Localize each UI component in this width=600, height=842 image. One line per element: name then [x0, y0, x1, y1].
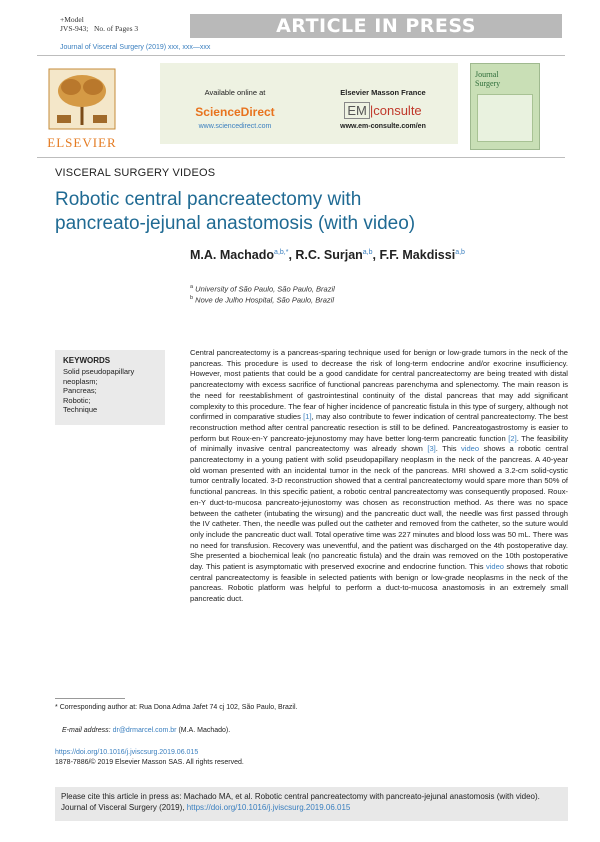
- author-separator: ,: [372, 248, 380, 262]
- cover-image: [477, 94, 533, 142]
- keyword-item: Pancreas;: [63, 386, 97, 395]
- em-consulte-url[interactable]: www.em-consulte.com/en: [340, 123, 426, 130]
- video-link[interactable]: video: [485, 562, 504, 572]
- abstract-p4: . This: [435, 444, 462, 454]
- affiliation-sup: a: [190, 284, 194, 290]
- banner-divider: [37, 157, 565, 158]
- corresponding-text: Corresponding author at: Rua Dona Adma Jafet 74 cj 102, São Paulo, Brazil.: [59, 704, 298, 711]
- keyword-item: neoplasm;: [63, 376, 98, 386]
- section-label: VISCERAL SURGERY VIDEOS: [55, 167, 216, 179]
- copyright-line: 1878-7886/© 2019 Elsevier Masson SAS. All rights reserved.: [55, 759, 244, 766]
- abstract-text: [190, 348, 568, 605]
- em-logo-em: EM: [344, 102, 370, 119]
- email-line: [62, 726, 230, 735]
- title-line-1: Robotic central pancreatectomy with: [55, 189, 362, 210]
- footnote-rule: [55, 698, 125, 699]
- title-line-2: pancreato-jejunal anastomosis (with video): [55, 213, 416, 234]
- affiliation: [190, 284, 335, 294]
- publisher-banner: [160, 63, 458, 144]
- corresponding-author-note: [55, 703, 305, 712]
- abstract-p3: . The feasibility of minimally invasive central pancreatectomy was already shown: [190, 433, 568, 454]
- author-affil-sup[interactable]: a,b: [455, 248, 465, 256]
- elsevier-tree-icon: [37, 63, 127, 135]
- model-tag: +Model: [60, 15, 84, 24]
- keywords-heading: KEYWORDS: [63, 356, 111, 365]
- article-title: [55, 188, 575, 236]
- affiliation-sup: b: [190, 295, 194, 301]
- footnote-star: *: [55, 704, 58, 711]
- cover-title: [475, 70, 500, 88]
- sciencedirect-url[interactable]: www.sciencedirect.com: [198, 123, 272, 130]
- abstract-p2: , may also contribute to fewer indication of central pancreatectomy. The best reconstruction method after central pancreatic resection is still to be defined. Pancreatogastrostomy is easier to perform but Roux-en-Y pancreato-jejunostomy may have better long-term pancreatic function: [190, 412, 568, 443]
- reference-link[interactable]: [1]: [303, 412, 312, 422]
- sciencedirect-logo[interactable]: ScienceDirect: [195, 105, 275, 119]
- abstract-p1: Central pancreatectomy is a pancreas-sparing technique used for benign or low-grade tumors in the neck of the pancreas. This procedure is used to decrease the risk of long-term endocrine and/or exocrine insufficiency. However, most patients that could be a good candidate for central pancreatectomy are being treated with distal pancreatectomy with excess sacrifice of functional pancreas parenchyma and splenectomy. The main reason is the need for reestablishment of gastrointestinal continuity of the distal pancreas that may add significant complexity to this procedure. The fear of higher incidence of pancreatic fistula in this type of surgery, although not confirmed in comparative studies: [190, 348, 568, 422]
- affiliation-text: University of São Paulo, São Paulo, Brazil: [195, 284, 335, 294]
- citation-doi-link[interactable]: https://doi.org/10.1016/j.jviscsurg.2019.06.015: [186, 802, 351, 812]
- author-name[interactable]: R.C. Surjan: [295, 248, 363, 262]
- doi-link[interactable]: https://doi.org/10.1016/j.jviscsurg.2019.06.015: [55, 749, 199, 756]
- reference-link[interactable]: [2]: [508, 433, 517, 443]
- author-separator: ,: [288, 248, 296, 262]
- doi-line: [55, 748, 198, 757]
- elsevier-wordmark: ELSEVIER: [47, 135, 117, 150]
- author-name[interactable]: F.F. Makdissi: [379, 248, 456, 262]
- journal-cover[interactable]: [470, 63, 540, 150]
- publisher-name: Elsevier Masson France: [340, 88, 426, 97]
- keyword-item: Solid pseudopapillary: [63, 367, 135, 376]
- email-suffix: (M.A. Machado).: [178, 727, 231, 734]
- citation-text: Please cite this article in press as: Machado MA, et al. Robotic central pancreatectomy with pancreato-jejunal anastomosis (with video). Journal of Visceral Surgery (2019),: [61, 792, 540, 812]
- video-link[interactable]: video: [461, 444, 480, 454]
- em-logo-consulte: consulte: [373, 103, 422, 118]
- abstract-p6: shows that robotic central pancreatectomy is feasible in selected patients with benign or low-grade neoplasms in the neck of the pancreas. Robotic platform was helpful to perform a duct-to-mucosa anastomosis in an extremely small pancreatic duct.: [190, 562, 569, 604]
- keywords-box: [55, 350, 165, 425]
- author-list: [190, 248, 465, 262]
- abstract-p5: shows a robotic central pancreatectomy in a young patient with solid pseudopapillary neoplasm in the neck of the pancreas. A 40-year old woman presented with an incidental tumor in the neck of the pancreas. MRI showed a 3.2-cm solid-cystic tumor centrally located. 3-D reconstruction showed that a central pancreatectomy would spare more than 50% of functional pancreas. In this specific patient, a robotic central pancreatectomy was consequently proposed. Roux-en-Y duct-to-mucosa pancreato-jejunostomy was chosen as reconstruction method. As there was no space between the catheter (intubating the wirsung) and the pancreatic duct wall, the needle was first passed through the IV catheter. Then, the needle was pulled out the catheter and removed from the catheter, so the suture would only include the pancreatic duct wall. Total operative time was 227 minutes and blood loss was 50 mL. There was no need for transfusion. Recovery was uneventful, and the patient was discharged on the 4th postoperative day. She presented a biochemical leak (no pancreatic fistula) and the drain was removed on the 10th postoperative day. This patient is asymptomatic with preserved exocrine and endocrine function. This: [190, 444, 568, 572]
- author-name[interactable]: M.A. Machado: [190, 248, 275, 262]
- doc-meta: [60, 24, 138, 33]
- em-logo-pipe: |: [369, 103, 374, 118]
- author-affil-sup[interactable]: a,b: [362, 248, 373, 256]
- article-in-press-banner: ARTICLE IN PRESS: [190, 14, 562, 38]
- cover-title-line2: Surgery: [475, 79, 501, 88]
- reference-link[interactable]: [3]: [427, 444, 436, 454]
- author-affil-sup[interactable]: a,b,*: [274, 248, 289, 256]
- cover-title-line1: Journal: [475, 70, 499, 79]
- doc-id: JVS-943;: [60, 24, 89, 33]
- header-divider: [37, 55, 565, 56]
- available-online-label: Available online at: [204, 88, 266, 97]
- em-consulte-logo[interactable]: [308, 103, 458, 118]
- keyword-item: Robotic;: [63, 395, 91, 405]
- journal-line[interactable]: Journal of Visceral Surgery (2019) xxx, xxx—xxx: [60, 44, 211, 51]
- citation-box: [55, 787, 568, 821]
- affiliation-text: Nove de Julho Hospital, São Paulo, Brazil: [195, 295, 334, 305]
- keyword-item: Technique: [63, 405, 98, 414]
- affiliation: [190, 295, 334, 305]
- elsevier-logo[interactable]: [37, 63, 127, 148]
- email-link[interactable]: dr@drmarcel.com.br: [112, 727, 177, 734]
- email-label: E-mail address:: [62, 727, 111, 734]
- page-count: No. of Pages 3: [93, 24, 139, 33]
